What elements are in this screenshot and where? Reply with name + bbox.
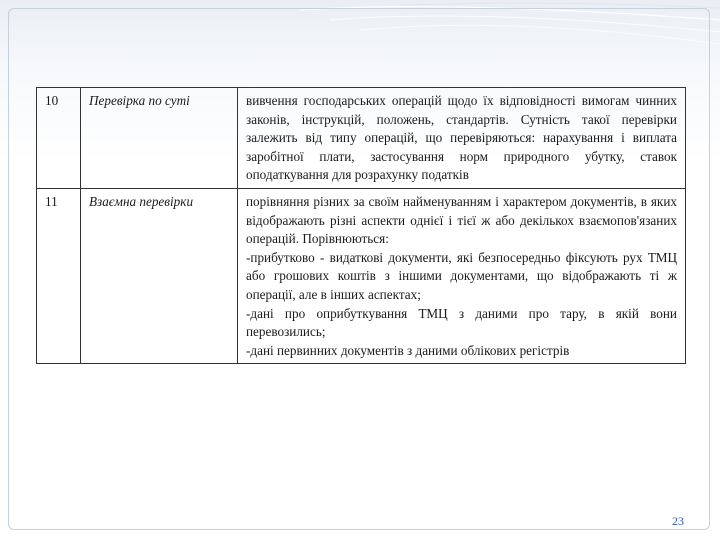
description-paragraph: -дані первинних документів з даними облікових регістрів bbox=[246, 342, 570, 358]
method-name: Перевірка по суті bbox=[81, 88, 238, 189]
row-number: 10 bbox=[37, 88, 81, 189]
description-paragraph: -прибутково - видаткові документи, які безпосередньо фіксують рух ТМЦ або грошових коштів з іншими документами, що відображають ті ж операції, але в інших аспектах; bbox=[246, 249, 677, 302]
description-paragraph: порівняння різних за своїм найменуванням і характером документів, в яких відображають різні аспекти однієї і тієї ж або декількох взаємопов'язаних операцій. Порівнюються: bbox=[246, 193, 677, 247]
description-paragraph: -дані про оприбуткування ТМЦ з даними про тару, в якій вони перевозились; bbox=[246, 305, 677, 340]
audit-methods-table bbox=[36, 87, 686, 364]
table-row bbox=[37, 88, 686, 189]
page-number: 23 bbox=[672, 514, 684, 528]
method-description: вивчення господарських операцій щодо їх відповідності вимогам чинних законів, інструкцій, положень, стандартів. Сутність такої перевірки залежить від типу операцій, що перевіряються: нарахування і виплата заробітної плати, застосування норм природного убутку, ставок оподаткування для розрахунку податків bbox=[238, 88, 686, 189]
row-number: 11 bbox=[37, 188, 81, 363]
method-name: Взаємна перевірки bbox=[81, 188, 238, 363]
method-description bbox=[238, 188, 686, 363]
table-row bbox=[37, 188, 686, 363]
